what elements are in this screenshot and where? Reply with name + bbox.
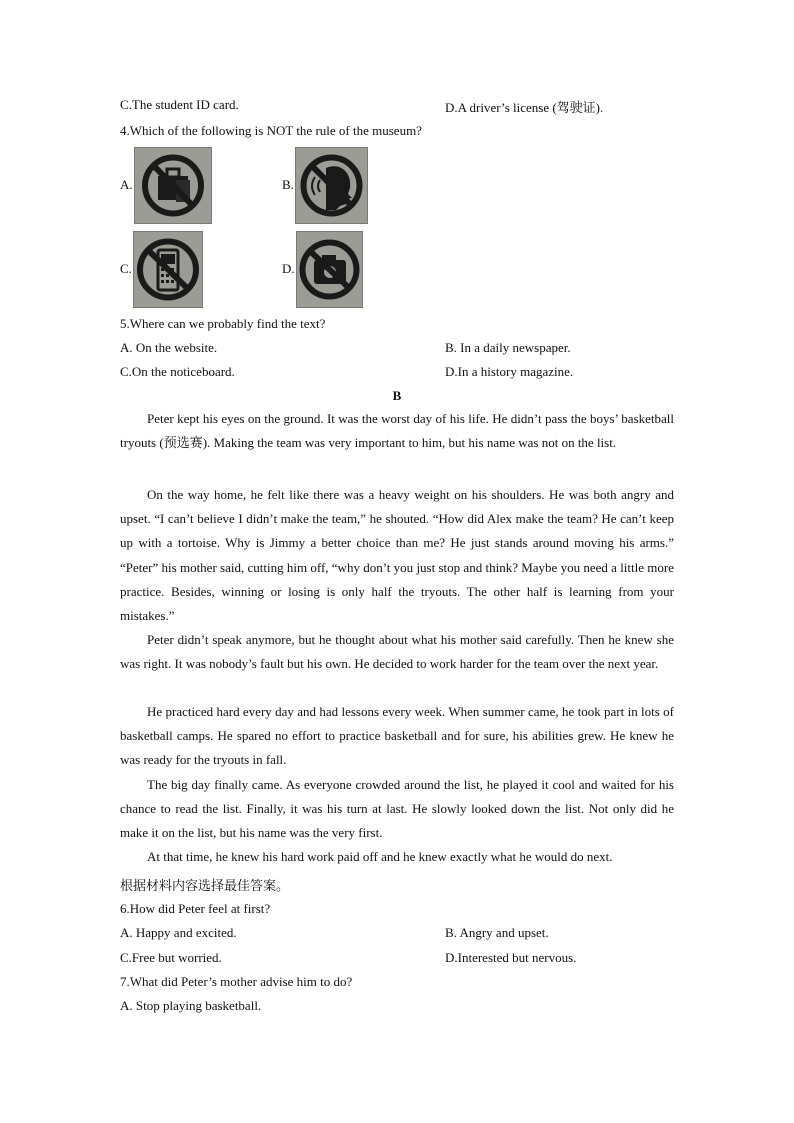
passage-paragraph-1: Peter kept his eyes on the ground. It was the worst day of his life. He didn’t pass the boys’ basketball tryouts (预选赛). Making the team was very important to him, but his name was not on the list. <box>120 411 674 451</box>
passage-paragraph-3: Peter didn’t speak anymore, but he thought about what his mother said carefully. Then he knew she was right. It was nobody’s fault but his own. He decided to work harder for the team over the next year. <box>120 632 674 672</box>
q7-option-a: A. Stop playing basketball. <box>120 998 262 1013</box>
passage-paragraph-4: He practiced hard every day and had lessons every week. When summer came, he took part in lots of basketball camps. He spared no effort to practice basketball and for sure, his abilities grew. He knew he was ready for the tryouts in fall. <box>120 704 674 768</box>
q4-option-a-letter: A. <box>120 177 133 192</box>
passage-paragraph-5: The big day finally came. As everyone crowded around the list, he played it cool and waited for his chance to read the list. Finally, it was his turn at last. He slowly looked down the list. Not only did he make it on the list, but his name was the very first. <box>120 777 674 841</box>
q6-option-b: B. Angry and upset. <box>445 925 549 940</box>
q3-option-c: C.The student ID card. <box>120 97 239 112</box>
no-talking-icon <box>295 147 368 224</box>
no-luggage-icon <box>134 147 212 224</box>
instruction-text: 根据材料内容选择最佳答案。 <box>120 879 290 894</box>
q4-option-c-letter: C. <box>120 261 132 276</box>
q6-option-c: C.Free but worried. <box>120 950 222 965</box>
no-camera-icon <box>296 231 363 308</box>
q6-question: 6.How did Peter feel at first? <box>120 901 271 916</box>
q5-option-d: D.In a history magazine. <box>445 364 574 379</box>
passage-paragraph-6: At that time, he knew his hard work paid off and he knew exactly what he would do next. <box>147 849 613 864</box>
q5-option-a: A. On the website. <box>120 340 218 355</box>
q4-question: 4.Which of the following is NOT the rule of the museum? <box>120 123 422 138</box>
q4-option-d-letter: D. <box>282 261 295 276</box>
no-phone-icon <box>133 231 203 308</box>
section-b-heading: B <box>392 388 402 403</box>
q5-option-b: B. In a daily newspaper. <box>445 340 571 355</box>
q6-option-d: D.Interested but nervous. <box>445 950 577 965</box>
q3-option-d: D.A driver’s license (驾驶证). <box>445 100 604 115</box>
q5-option-c: C.On the noticeboard. <box>120 364 235 379</box>
q5-question: 5.Where can we probably find the text? <box>120 316 326 331</box>
q7-question: 7.What did Peter’s mother advise him to do? <box>120 974 353 989</box>
passage-paragraph-2: On the way home, he felt like there was a heavy weight on his shoulders. He was both angry and upset. “I can’t believe I didn’t make the team,” he shouted. “How did Alex make the team? He can’t keep up with a tortoise. Why is Jimmy a better choice than me? He just stands around moving his arms.” “Peter” his mother said, cutting him off, “why don’t you just stop and think? Maybe you need a little more practice. Besides, winning or losing is only half the tryouts. The other half is learning from your mistakes.” <box>120 487 674 624</box>
q4-option-b-letter: B. <box>282 177 294 192</box>
q6-option-a: A. Happy and excited. <box>120 925 237 940</box>
